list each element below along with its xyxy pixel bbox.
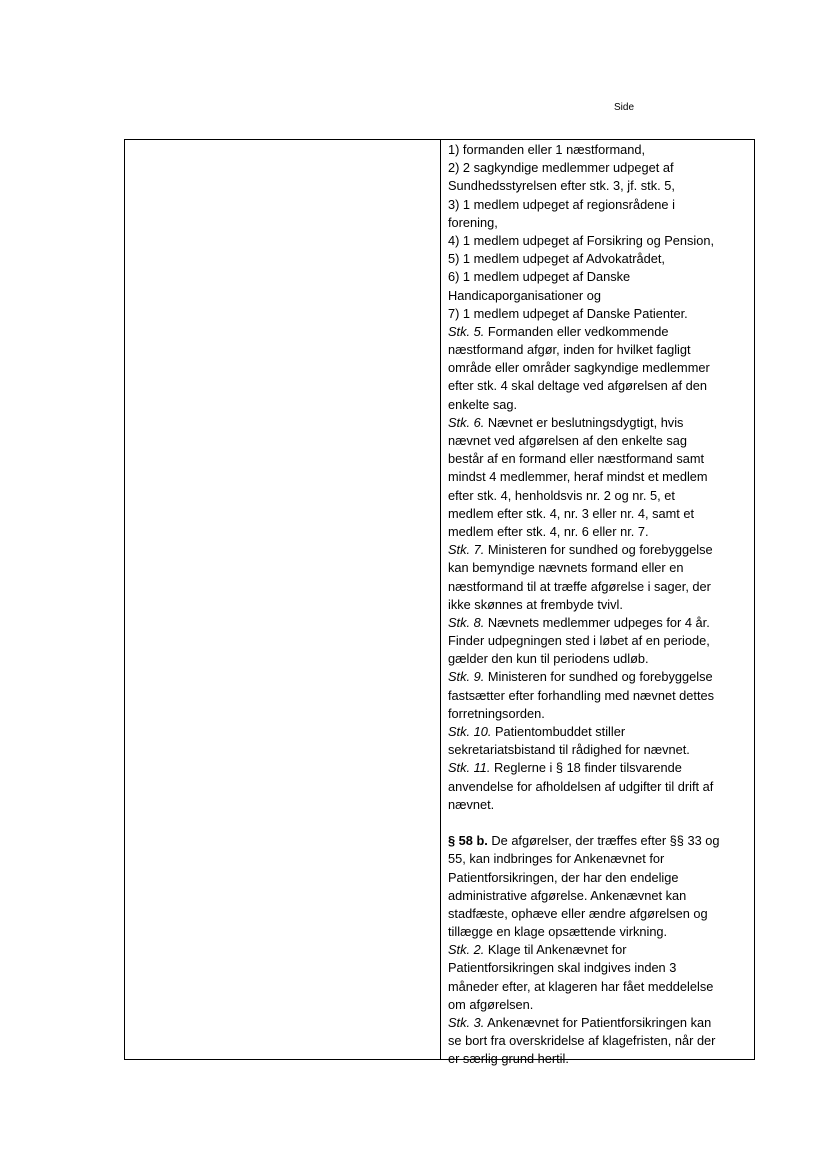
stk-label: Stk. 9. bbox=[448, 669, 485, 685]
line-text: område eller områder sagkyndige medlemmer bbox=[448, 360, 710, 376]
line-text: 3) 1 medlem udpeget af regionsrådene i bbox=[448, 196, 675, 212]
text-line bbox=[448, 978, 748, 996]
line-text: Nævnets medlemmer udpeges for 4 år. bbox=[484, 614, 710, 630]
line-text: næstformand til at træffe afgørelse i sager, der bbox=[448, 578, 711, 594]
table-right-column bbox=[441, 140, 754, 1067]
text-line bbox=[448, 432, 748, 450]
line-text: forretningsorden. bbox=[448, 705, 545, 721]
page-header-label: Side bbox=[614, 102, 635, 113]
line-text: se bort fra overskridelse af klagefristen, når der bbox=[448, 1033, 716, 1049]
line-text: administrative afgørelse. Ankenævnet kan bbox=[448, 887, 687, 903]
line-text: fastsætter efter forhandling med nævnet dettes bbox=[448, 687, 715, 703]
text-line bbox=[448, 959, 748, 977]
text-line bbox=[448, 614, 748, 632]
blank-line bbox=[448, 814, 748, 832]
text-line bbox=[448, 359, 748, 377]
line-text: Formanden eller vedkommende bbox=[484, 323, 669, 339]
line-text: efter stk. 4 skal deltage ved afgørelsen af den bbox=[448, 378, 707, 394]
line-text: kan bemyndige nævnets formand eller en bbox=[448, 560, 684, 576]
line-text: tillægge en klage opsættende virkning. bbox=[448, 924, 668, 940]
line-text: Patientombuddet stiller bbox=[491, 724, 626, 739]
line-text: Handicaporganisationer og bbox=[448, 287, 601, 303]
text-line bbox=[448, 450, 748, 468]
text-line bbox=[448, 541, 748, 559]
text-line bbox=[448, 905, 748, 923]
line-text: ikke skønnes at frembyde tvivl. bbox=[448, 596, 623, 612]
line-text: 2) 2 sagkyndige medlemmer udpeget af bbox=[448, 160, 674, 176]
line-text: Finder udpegningen sted i løbet af en periode, bbox=[448, 633, 710, 649]
text-line bbox=[448, 487, 748, 505]
line-text: stadfæste, ophæve eller ændre afgørelsen og bbox=[448, 905, 708, 921]
stk-label: Stk. 5. bbox=[448, 323, 485, 339]
stk-label: Stk. 3. bbox=[448, 1015, 485, 1030]
stk-label: Stk. 2. bbox=[448, 942, 485, 958]
text-line bbox=[448, 250, 748, 268]
line-text: 5) 1 medlem udpeget af Advokatrådet, bbox=[448, 251, 665, 267]
text-line bbox=[448, 996, 748, 1014]
text-line bbox=[448, 850, 748, 868]
text-line bbox=[448, 923, 748, 941]
line-text: forening, bbox=[448, 214, 498, 230]
line-text: efter stk. 4, henholdsvis nr. 2 og nr. 5, et bbox=[448, 487, 675, 503]
text-line bbox=[448, 141, 748, 159]
text-line bbox=[448, 214, 748, 232]
line-text: medlem efter stk. 4, nr. 3 eller nr. 4, samt et bbox=[448, 505, 695, 521]
line-text: Patientforsikringen skal indgives inden 3 bbox=[448, 960, 677, 976]
line-text: Ministeren for sundhed og forebyggelse bbox=[484, 542, 713, 558]
line-text: Reglerne i § 18 finder tilsvarende bbox=[490, 760, 682, 776]
line-text: nævnet ved afgørelsen af den enkelte sag bbox=[448, 433, 688, 448]
line-text: nævnet. bbox=[448, 796, 495, 812]
stk-label: Stk. 6. bbox=[448, 414, 485, 430]
line-text: sekretariatsbistand til rådighed for nævnet. bbox=[448, 742, 690, 758]
line-text: mindst 4 medlemmer, heraf mindst et medlem bbox=[448, 469, 708, 485]
text-line bbox=[448, 687, 748, 705]
line-text: Klage til Ankenævnet for bbox=[484, 942, 627, 958]
text-line bbox=[448, 287, 748, 305]
stk-label: Stk. 7. bbox=[448, 542, 485, 558]
text-line bbox=[448, 832, 748, 850]
text-line bbox=[448, 305, 748, 323]
text-line bbox=[448, 578, 748, 596]
text-line bbox=[448, 759, 748, 777]
text-line bbox=[448, 1032, 748, 1050]
text-line bbox=[448, 778, 748, 796]
text-line bbox=[448, 1050, 748, 1068]
line-text: anvendelse for afholdelsen af udgifter til drift af bbox=[448, 778, 714, 794]
text-line bbox=[448, 196, 748, 214]
line-text: om afgørelsen. bbox=[448, 996, 534, 1012]
stk-label: Stk. 8. bbox=[448, 614, 485, 630]
text-line bbox=[448, 596, 748, 614]
line-text: enkelte sag. bbox=[448, 396, 518, 412]
line-text: 6) 1 medlem udpeget af Danske bbox=[448, 269, 631, 285]
text-line bbox=[448, 232, 748, 250]
text-line bbox=[448, 869, 748, 887]
line-text: 55, kan indbringes for Ankenævnet for bbox=[448, 851, 665, 867]
text-line bbox=[448, 159, 748, 177]
text-line bbox=[448, 559, 748, 577]
table-left-column bbox=[125, 140, 441, 1059]
text-line bbox=[448, 796, 748, 814]
text-line bbox=[448, 887, 748, 905]
line-text: Patientforsikringen, der har den endelige bbox=[448, 869, 679, 885]
text-line bbox=[448, 414, 748, 432]
line-text: 1) formanden eller 1 næstformand, bbox=[448, 142, 646, 157]
text-line bbox=[448, 177, 748, 195]
section-number: § 58 b. bbox=[448, 833, 488, 849]
text-line bbox=[448, 268, 748, 286]
text-line bbox=[448, 941, 748, 959]
text-line bbox=[448, 396, 748, 414]
text-line bbox=[448, 323, 748, 341]
line-text: 4) 1 medlem udpeget af Forsikring og Pension, bbox=[448, 232, 715, 248]
line-text: er særlig grund hertil. bbox=[448, 1051, 569, 1067]
line-text: består af en formand eller næstformand samt bbox=[448, 451, 705, 467]
stk-label: Stk. 11. bbox=[448, 760, 491, 776]
line-text: Nævnet er beslutningsdygtigt, hvis bbox=[484, 414, 684, 430]
line-text: gælder den kun til periodens udløb. bbox=[448, 651, 649, 667]
text-line bbox=[448, 650, 748, 668]
line-text: Ankenævnet for Patientforsikringen kan bbox=[484, 1015, 712, 1030]
text-line bbox=[448, 705, 748, 723]
line-text: 7) 1 medlem udpeget af Danske Patienter. bbox=[448, 305, 688, 321]
text-line bbox=[448, 723, 748, 741]
document-table bbox=[124, 139, 755, 1067]
line-text: medlem efter stk. 4, nr. 6 eller nr. 7. bbox=[448, 523, 649, 539]
text-line bbox=[448, 505, 748, 523]
line-text: Ministeren for sundhed og forebyggelse bbox=[484, 669, 713, 685]
text-line bbox=[448, 377, 748, 395]
text-line bbox=[448, 632, 748, 650]
text-line bbox=[448, 468, 748, 486]
text-line bbox=[448, 741, 748, 759]
text-line bbox=[448, 1014, 748, 1032]
line-text: næstformand afgør, inden for hvilket fagligt bbox=[448, 342, 691, 358]
text-line bbox=[448, 523, 748, 541]
line-text: De afgørelser, der træffes efter §§ 33 og bbox=[487, 833, 720, 849]
stk-label: Stk. 10. bbox=[448, 724, 492, 739]
text-line bbox=[448, 341, 748, 359]
line-text: Sundhedsstyrelsen efter stk. 3, jf. stk. 5, bbox=[448, 178, 675, 194]
line-text: måneder efter, at klageren har fået meddelelse bbox=[448, 978, 714, 994]
text-line bbox=[448, 668, 748, 686]
